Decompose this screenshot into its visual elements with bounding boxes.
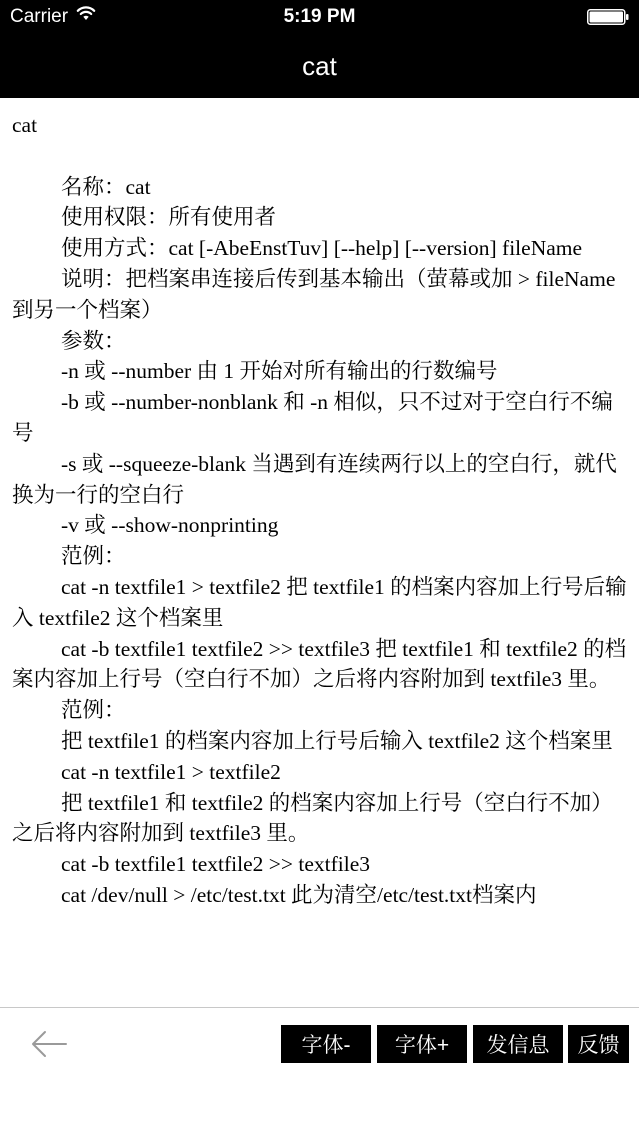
status-bar [0, 0, 639, 34]
content-line: 说明：把档案串连接后传到基本输出（萤幕或加 > fileName 到另一个档案） [12, 266, 616, 322]
carrier-label: Carrier [10, 6, 69, 27]
content-line: 使用权限：所有使用者 [61, 205, 277, 230]
content-line: 范例： [61, 544, 126, 569]
send-message-button[interactable]: 发信息 [473, 1025, 563, 1063]
content-line: 使用方式：cat [-AbeEnstTuv] [--help] [--version] fileName [61, 236, 583, 261]
content-line: cat -b textfile1 textfile2 >> textfile3 把 textfile1 和 textfile2 的档案内容加上行号（空白行不加）之后将内容附加到 textfile3 里。 [12, 636, 627, 692]
content-line: cat -b textfile1 textfile2 >> textfile3 [61, 852, 371, 877]
content-line: -b 或 --number-nonblank 和 -n 相似，只不过对于空白行不编号 [12, 390, 613, 445]
content-line: -v 或 --show-nonprinting [61, 513, 279, 538]
bottom-toolbar [0, 1007, 639, 1137]
man-page-content[interactable] [12, 110, 628, 1006]
content-line: cat -n textfile1 > textfile2 [61, 759, 281, 784]
content-line: 参数： [61, 328, 126, 353]
content-line: cat /dev/null > /etc/test.txt 此为清空/etc/test.txt档案内 [61, 882, 537, 907]
nav-bar [0, 34, 639, 98]
back-arrow-icon[interactable] [30, 1028, 68, 1060]
battery-icon [587, 9, 629, 25]
content-line: 把 textfile1 的档案内容加上行号后输入 textfile2 这个档案里 [61, 728, 613, 753]
content-line: cat -n textfile1 > textfile2 把 textfile1 的档案内容加上行号后输入 textfile2 这个档案里 [12, 574, 627, 630]
feedback-button[interactable]: 反馈 [568, 1025, 629, 1063]
content-line: 把 textfile1 和 textfile2 的档案内容加上行号（空白行不加）之后将内容附加到 textfile3 里。 [12, 790, 613, 846]
content-line: -s 或 --squeeze-blank 当遇到有连续两行以上的空白行，就代换为一行的空白行 [12, 451, 617, 507]
content-line: -n 或 --number 由 1 开始对所有输出的行数编号 [61, 359, 498, 384]
clock: 5:19 PM [283, 6, 356, 27]
content-line: 范例： [61, 698, 126, 723]
font-smaller-button[interactable]: 字体- [281, 1025, 371, 1063]
content-line: 名称：cat [61, 174, 151, 199]
font-larger-button[interactable]: 字体+ [377, 1025, 467, 1063]
nav-title: cat [302, 50, 337, 81]
command-name: cat [12, 113, 38, 137]
